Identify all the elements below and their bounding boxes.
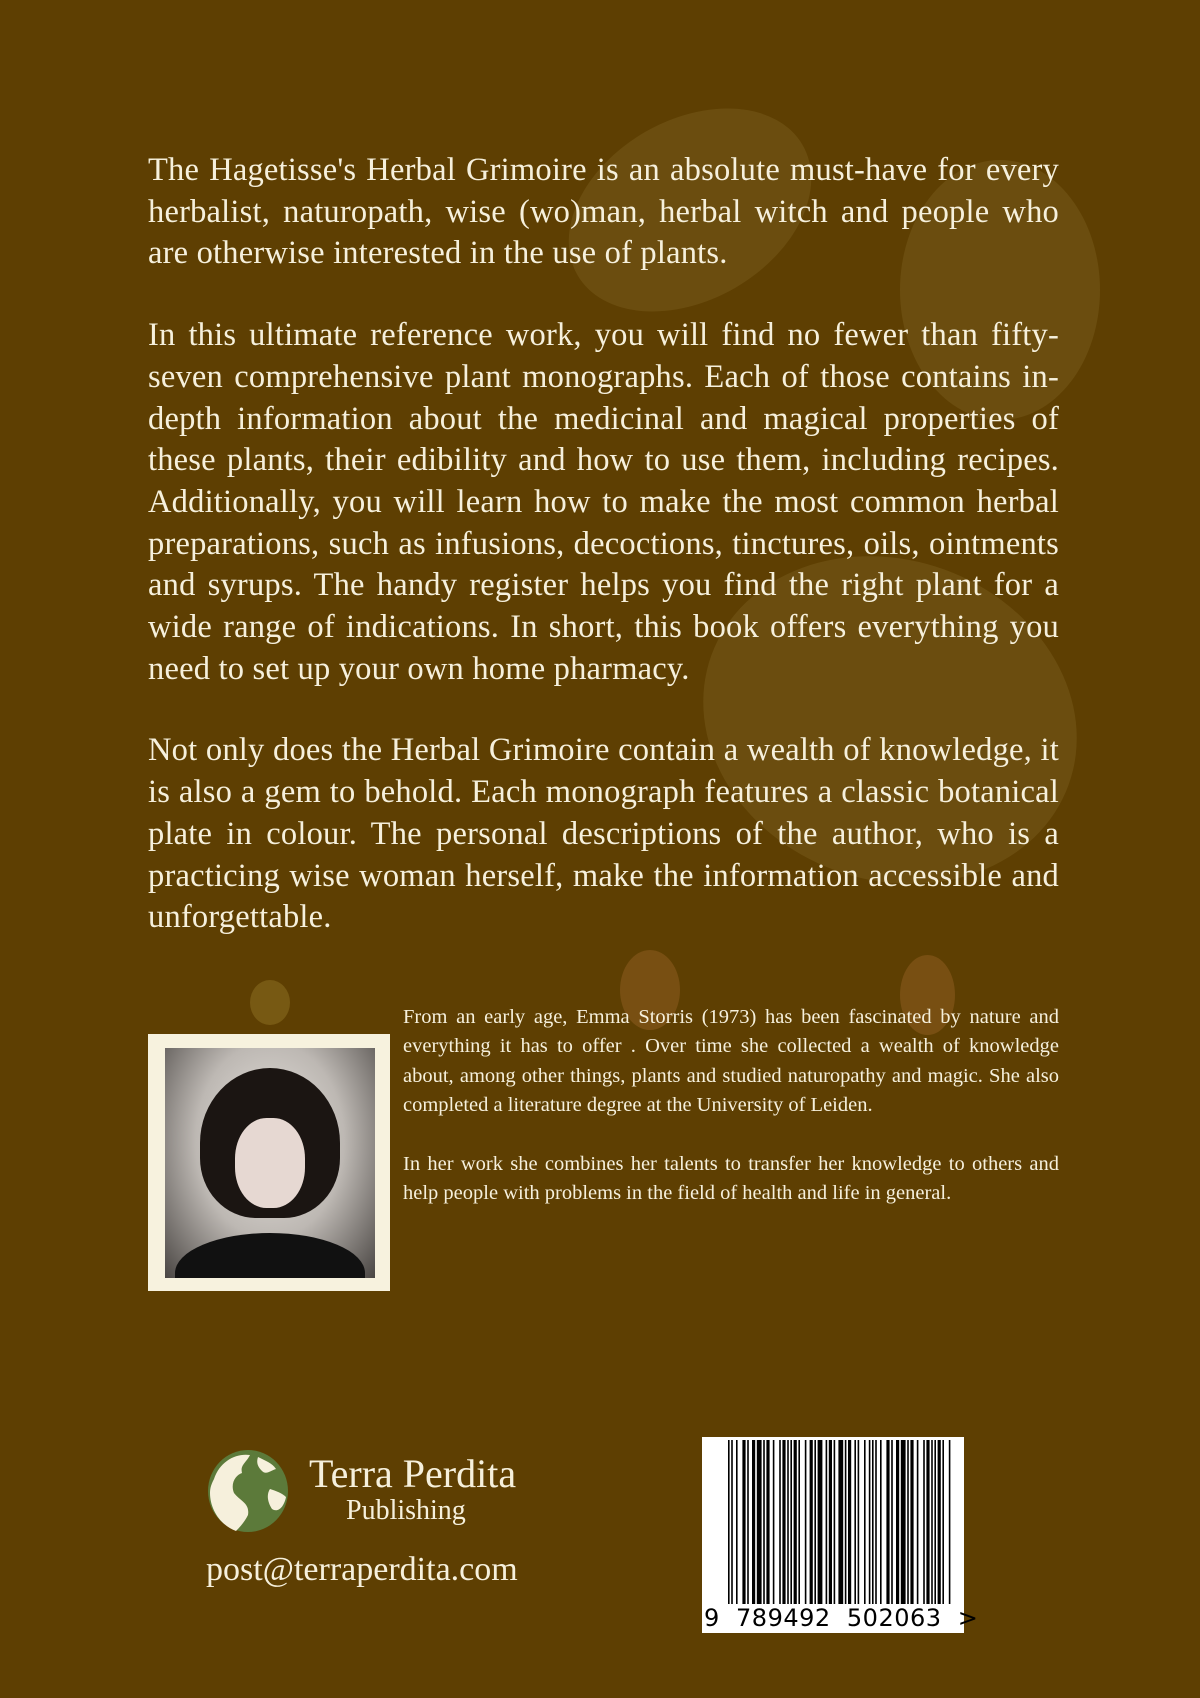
barcode-bar	[896, 1440, 899, 1604]
barcode-bar	[818, 1440, 823, 1604]
bio-paragraph: In her work she combines her talents to transfer her knowledge to others and help people with problems in the field of health and life in general.	[403, 1153, 1059, 1205]
barcode-bar	[757, 1440, 762, 1604]
author-photo	[148, 1034, 390, 1291]
barcode-bar	[763, 1440, 765, 1604]
barcode-bar	[810, 1440, 813, 1604]
barcode-bar	[858, 1440, 860, 1604]
barcode-bar	[736, 1440, 738, 1604]
barcode-bar	[864, 1440, 866, 1604]
barcode-bar	[779, 1440, 781, 1604]
description-paragraph: In this ultimate reference work, you will find no fewer than fifty-seven comprehensive plant monographs. Each of those contains in-depth information about the medicinal and magical properties of these plants, their edibility and how to use them, including recipes. Additionally, you will learn how to make the most common herbal preparations, such as infusions, decoctions, tinctures, oils, ointments and syrups. The handy register helps you find the right plant for a wide range of indications. In short, this book offers everything you need to set up your own home pharmacy.	[148, 317, 1059, 687]
barcode-bar	[845, 1440, 847, 1604]
barcode-bar	[790, 1440, 792, 1604]
bio-paragraph: From an early age, Emma Storris (1973) has been fascinated by nature and everything it has to offer . Over time she collected a wealth of knowledge about, among other things, plants and studied naturopathy and magic. She also completed a literature degree at the University of Leiden.	[403, 1006, 1059, 1116]
barcode-bar	[798, 1440, 800, 1604]
barcode-bar	[854, 1440, 856, 1604]
barcode-bar	[829, 1440, 832, 1604]
barcode-bar	[848, 1440, 851, 1604]
book-description	[148, 150, 1059, 979]
barcode-bar	[787, 1440, 789, 1604]
barcode-bar	[926, 1440, 929, 1604]
barcode-bar	[907, 1440, 909, 1604]
barcode-bar	[931, 1440, 933, 1604]
barcode-bar	[731, 1440, 733, 1604]
barcode-bar	[917, 1440, 919, 1604]
globe-logo-icon	[206, 1449, 290, 1533]
portrait-body	[175, 1233, 365, 1278]
publisher-name: Terra Perdita	[309, 1451, 517, 1496]
publisher-subtitle: Publishing	[346, 1495, 466, 1526]
barcode-bar	[942, 1440, 944, 1604]
barcode-bar	[910, 1440, 913, 1604]
barcode-bar	[923, 1440, 925, 1604]
barcode-bar	[838, 1440, 843, 1604]
barcode-bar	[826, 1440, 828, 1604]
barcode-bar	[794, 1440, 797, 1604]
barcode-bar	[747, 1440, 749, 1604]
barcode-bar	[834, 1440, 836, 1604]
description-paragraph: Not only does the Herbal Grimoire contain a wealth of knowledge, it is also a gem to behold. Each monograph features a classic botanical plate in colour. The personal descriptions of the author, who is a practicing wise woman herself, make the information accessible and unforgettable.	[148, 732, 1059, 936]
publisher-email: post@terraperdita.com	[206, 1551, 518, 1588]
barcode-bar	[901, 1440, 906, 1604]
isbn-digits: 9 789492 502063 >	[704, 1604, 979, 1632]
barcode-bar	[949, 1440, 951, 1604]
portrait-face	[235, 1118, 305, 1208]
barcode-bar	[869, 1440, 871, 1604]
barcode-bar	[886, 1440, 889, 1604]
description-paragraph: The Hagetisse's Herbal Grimoire is an absolute must-have for every herbalist, naturopath, wise (wo)man, herbal witch and people who are otherwise interested in the use of plants.	[148, 152, 1059, 272]
barcode-bar	[934, 1440, 936, 1604]
barcode-bar	[752, 1440, 755, 1604]
barcode-bar	[891, 1440, 893, 1604]
botanical-seed-decoration	[250, 980, 290, 1025]
author-bio	[403, 1003, 1059, 1239]
barcode-bar	[805, 1440, 807, 1604]
barcode-bar	[938, 1440, 941, 1604]
barcode-bar	[782, 1440, 785, 1604]
isbn-barcode	[702, 1437, 979, 1633]
barcode-bar	[773, 1440, 775, 1604]
barcode-bar	[814, 1440, 816, 1604]
barcode-bars	[728, 1440, 954, 1604]
barcode-bar	[742, 1440, 745, 1604]
author-portrait	[165, 1048, 375, 1278]
barcode-bar	[728, 1440, 730, 1604]
barcode-bar	[880, 1440, 882, 1604]
barcode-bar	[766, 1440, 769, 1604]
barcode-bar	[875, 1440, 877, 1604]
barcode-bar	[872, 1440, 874, 1604]
